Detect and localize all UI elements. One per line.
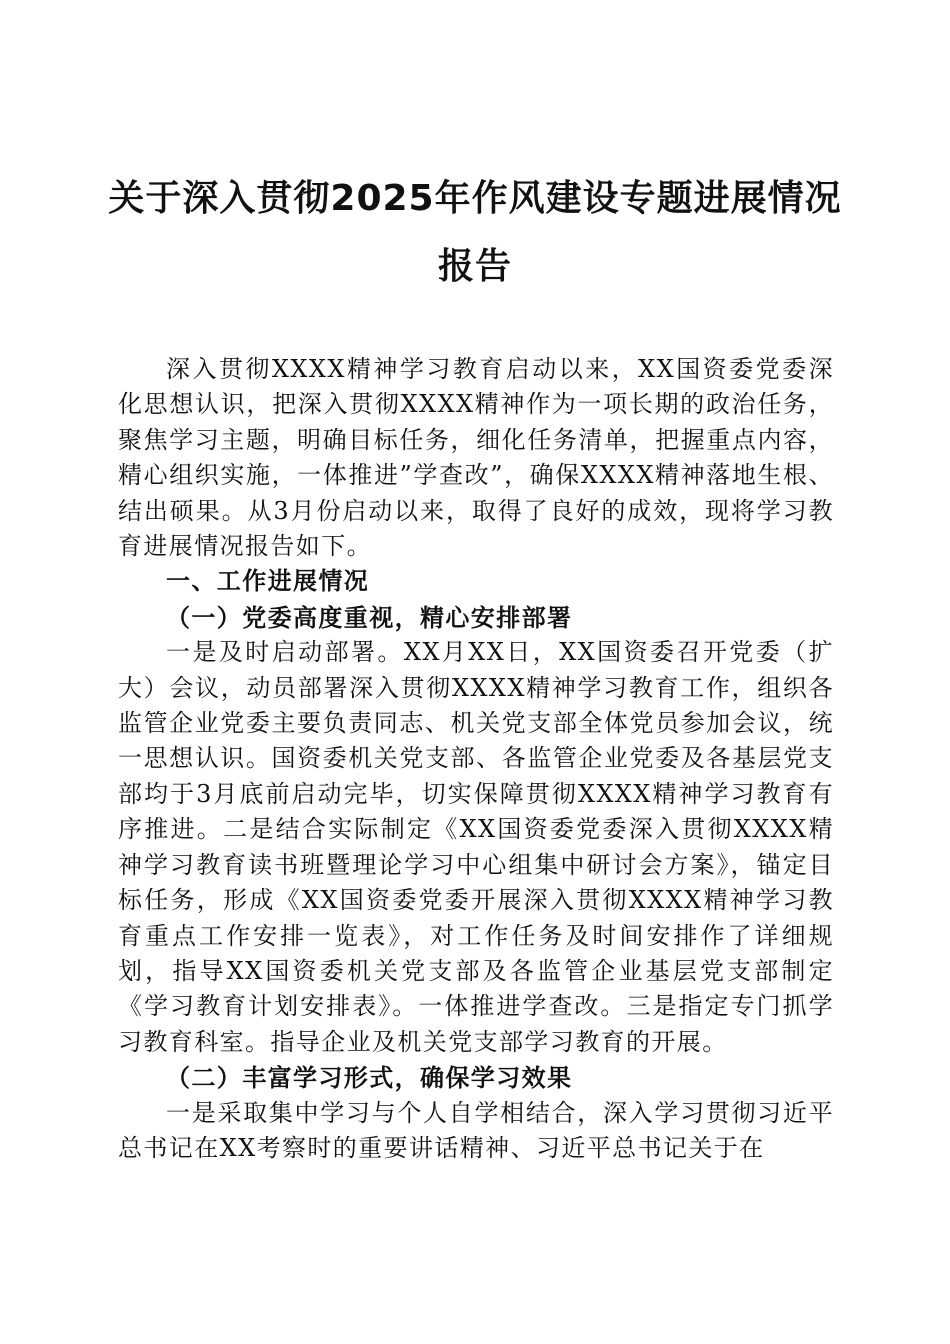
subsection-1-paragraph: 一是及时启动部署。XX月XX日，XX国资委召开党委（扩大）会议，动员部署深入贯彻XXXX精神学习教育工作，组织各监管企业党委主要负责同志、机关党支部全体党员参加会议，统一思想认识。国资委机关党支部、各监管企业党委及各基层党支部均于3月底前启动完毕，切实保障贯彻XXXX精神学习教育有序推进。二是结合实际制定《XX国资委党委深入贯彻XXXX精神学习教育读书班暨理论学习中心组集中研讨会方案》，锚定目标任务，形成《XX国资委党委开展深入贯彻XXXX精神学习教育重点工作安排一览表》，对工作任务及时间安排作了详细规划，指导XX国资委机关党支部及各监管企业基层党支部制定《学习教育计划安排表》。一体推进学查改。三是指定专门抓学习教育科室。指导企业及机关党支部学习教育的开展。 — [118, 638, 834, 1056]
subsection-2-paragraph: 一是采取集中学习与个人自学相结合，深入学习贯彻习近平总书记在XX考察时的重要讲话精神、习近平总书记关于在 — [118, 1098, 834, 1162]
document-body — [118, 352, 834, 1166]
subsection-heading-2: （二）丰富学习形式，确保学习效果 — [166, 1063, 573, 1093]
intro-paragraph: 深入贯彻XXXX精神学习教育启动以来，XX国资委党委深化思想认识，把深入贯彻XXXX精神作为一项长期的政治任务，聚焦学习主题，明确目标任务，细化任务清单，把握重点内容，精心组织实施，一体推进”学查改”，确保XXXX精神落地生根、结出硕果。从3月份启动以来，取得了良好的成效，现将学习教育进展情况报告如下。 — [118, 355, 834, 561]
document-title-line-2: 报告 — [437, 246, 512, 287]
subsection-heading-1: （一）党委高度重视，精心安排部署 — [166, 602, 573, 632]
section-heading-1: 一、工作进展情况 — [166, 567, 370, 596]
document-title-line-1: 关于深入贯彻2025年作风建设专题进展情况 — [108, 178, 842, 219]
